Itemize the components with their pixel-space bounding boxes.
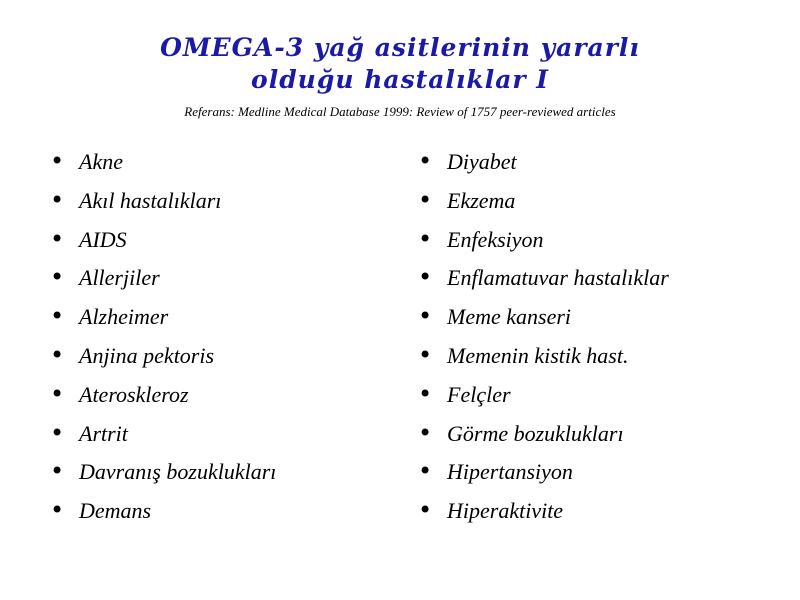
list-item xyxy=(418,296,788,335)
list-item xyxy=(418,490,788,529)
bullet-icon: • xyxy=(50,147,65,175)
list-item-text: Artrit xyxy=(79,420,128,446)
list-item xyxy=(418,257,788,296)
bullet-icon: • xyxy=(50,224,65,253)
list-item-text: Meme kanseri xyxy=(447,304,572,330)
slide-title-line-1: OMEGA-3 yağ asitlerinin yararlı xyxy=(160,33,640,62)
list-item-text: AIDS xyxy=(79,226,127,252)
bullet-icon: • xyxy=(50,340,65,369)
list-item xyxy=(418,413,788,452)
list-item-text: Allerjiler xyxy=(79,265,160,291)
bullet-icon: • xyxy=(50,457,65,486)
list-item-text: Ateroskleroz xyxy=(79,381,189,407)
bullet-icon: • xyxy=(418,418,433,447)
bullet-icon: • xyxy=(418,185,433,214)
list-item-text: Hiperaktivite xyxy=(447,498,564,524)
bullet-icon: • xyxy=(50,379,65,408)
bullet-icon: • xyxy=(418,147,433,175)
list-item xyxy=(50,374,390,413)
list-item xyxy=(50,335,390,374)
list-item xyxy=(50,490,390,529)
list-item-text: Hipertansiyon xyxy=(447,459,573,485)
bullet-icon: • xyxy=(418,496,433,525)
list-item-text: Alzheimer xyxy=(79,304,169,330)
list-item xyxy=(50,257,390,296)
list-item xyxy=(418,141,788,180)
left-disease-list xyxy=(50,141,390,529)
list-item-text: Memenin kistik hast. xyxy=(447,342,629,368)
list-item xyxy=(50,296,390,335)
list-item xyxy=(418,335,788,374)
list-item-text: Enflamatuvar hastalıklar xyxy=(447,265,669,291)
right-disease-list xyxy=(418,141,788,529)
list-item xyxy=(50,219,390,258)
reference-subtitle: Referans: Medline Medical Database 1999: Review of 1757 peer-reviewed articles xyxy=(184,104,616,119)
list-item xyxy=(50,180,390,219)
list-item xyxy=(50,141,390,180)
list-item-text: Felçler xyxy=(447,381,511,407)
bullet-icon: • xyxy=(50,185,65,214)
bullet-icon: • xyxy=(418,224,433,253)
bullet-icon: • xyxy=(50,263,65,292)
list-item xyxy=(418,180,788,219)
bullet-icon: • xyxy=(418,302,433,331)
bullet-icon: • xyxy=(418,379,433,408)
list-item xyxy=(50,413,390,452)
list-item-text: Akne xyxy=(79,149,123,174)
bullet-icon: • xyxy=(418,457,433,486)
list-item-text: Enfeksiyon xyxy=(447,226,544,252)
list-item-text: Görme bozuklukları xyxy=(447,420,624,446)
list-item-text: Diyabet xyxy=(447,149,517,174)
list-item xyxy=(50,451,390,490)
list-item-text: Davranış bozuklukları xyxy=(79,459,277,485)
list-item-text: Anjina pektoris xyxy=(79,342,215,368)
list-item xyxy=(418,451,788,490)
slide-title-line-2: olduğu hastalıklar I xyxy=(251,65,549,94)
bullet-icon: • xyxy=(50,496,65,525)
bullet-icon: • xyxy=(50,418,65,447)
list-item xyxy=(418,219,788,258)
bullet-icon: • xyxy=(50,302,65,331)
list-item xyxy=(418,374,788,413)
list-item-text: Akıl hastalıkları xyxy=(79,187,222,213)
bullet-icon: • xyxy=(418,340,433,369)
list-item-text: Demans xyxy=(79,498,152,524)
list-item-text: Ekzema xyxy=(447,187,516,213)
bullet-icon: • xyxy=(418,263,433,292)
